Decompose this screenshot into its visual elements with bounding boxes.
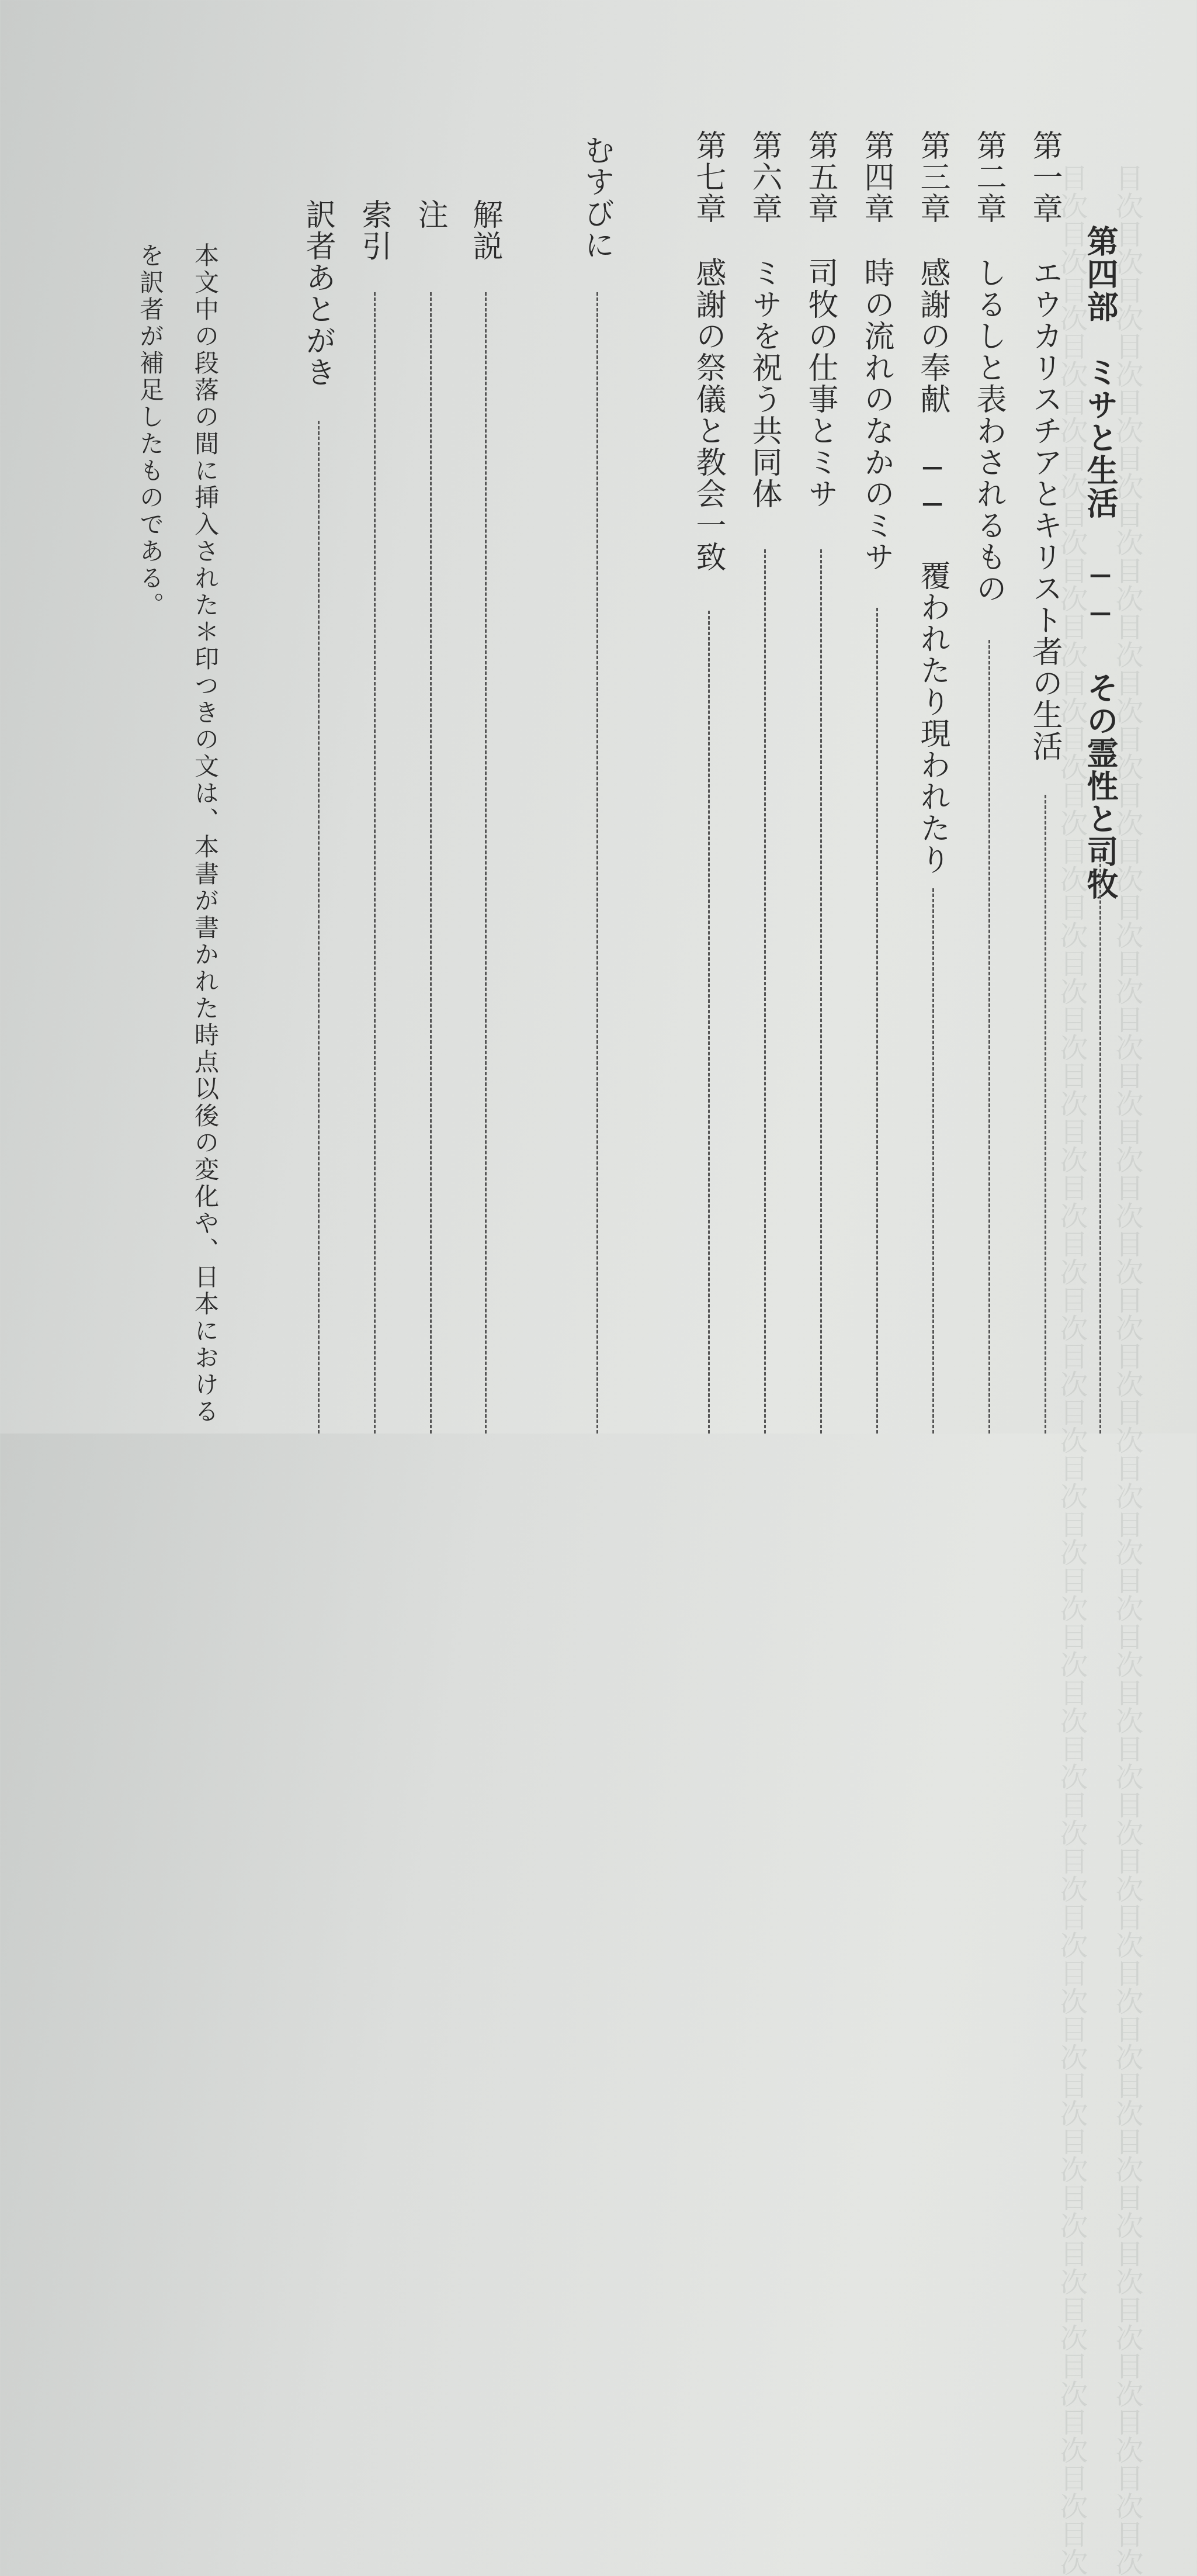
chapter-title: エウカリスチアとキリスト者の生活 <box>1027 257 1062 762</box>
toc-entry-commentary <box>467 199 502 262</box>
toc-leader-dots <box>932 888 934 1434</box>
chapter-title: 司牧の仕事とミサ <box>803 257 838 510</box>
toc-entry-chapter-5 <box>803 130 838 510</box>
toc-leader-dots <box>820 549 822 1434</box>
part-label: 第四部 <box>1082 225 1119 323</box>
footnote-line-2: を訳者が補足したものである。 <box>136 243 165 619</box>
toc-leader-dots <box>708 611 710 1434</box>
footnote-line-1: 本文中の段落の間に挿入された＊印つきの文は、本書が書かれた時点以後の変化や、日本における <box>191 243 220 1425</box>
chapter-title: 感謝の奉献 ── 覆われたり現われたり <box>915 257 950 875</box>
toc-entry-index <box>356 199 391 262</box>
chapter-label: 第七章 <box>691 130 726 224</box>
part-heading <box>1082 225 1119 901</box>
entry-title: 訳者あとがき <box>300 199 335 388</box>
toc-leader-dots <box>318 421 320 1434</box>
toc-entry-notes <box>412 199 447 230</box>
toc-entry-chapter-2 <box>973 130 1004 604</box>
bleed-through-text: 目次目次目次目次目次目次目次目次目次目次目次目次目次目次目次目次目次目次目次目次目次目次目次目次目次目次目次目次目次目次目次目次目次目次目次目次目次目次目次目次目次目次目次 <box>1111 164 1143 2576</box>
toc-entry-chapter-4 <box>859 130 894 573</box>
toc-leader-dots <box>374 292 376 1434</box>
toc-entry-chapter-1 <box>1029 130 1060 762</box>
part-title: ミサと生活 ── その霊性と司牧 <box>1082 356 1119 901</box>
chapter-label: 第六章 <box>747 130 782 224</box>
bleed-through-text: 目次目次目次目次目次目次目次目次目次目次目次目次目次目次目次目次目次目次目次目次目次目次目次目次目次目次目次目次目次目次目次目次目次目次目次目次目次目次目次目次目次目次目次 <box>1055 164 1088 2576</box>
chapter-label: 第三章 <box>915 130 950 224</box>
chapter-title: 感謝の祭儀と教会一致 <box>691 257 726 573</box>
chapter-title: 時の流れのなかのミサ <box>859 257 894 573</box>
toc-leader-dots <box>485 292 487 1434</box>
toc-leader-dots <box>876 608 878 1434</box>
chapter-title: ミサを祝う共同体 <box>747 257 782 510</box>
entry-title: 注 <box>412 199 447 230</box>
toc-leader-dots <box>430 292 432 1434</box>
chapter-label: 第二章 <box>971 130 1006 224</box>
toc-entry-chapter-3 <box>917 130 948 875</box>
chapter-label: 第五章 <box>803 130 838 224</box>
toc-entry-conclusion <box>581 134 612 261</box>
chapter-label: 第一章 <box>1027 130 1062 224</box>
toc-leader-dots <box>1045 795 1046 1434</box>
entry-title: 解説 <box>467 199 502 262</box>
toc-leader-dots <box>596 292 598 1434</box>
toc-leader-dots <box>764 549 766 1434</box>
entry-title: 索引 <box>356 199 391 262</box>
toc-leader-dots <box>1099 853 1101 1434</box>
toc-entry-chapter-6 <box>747 130 782 510</box>
entry-title: むすびに <box>579 134 614 261</box>
chapter-title: しるしと表わされるもの <box>971 257 1006 604</box>
toc-leader-dots <box>988 640 990 1434</box>
toc-entry-chapter-7 <box>691 130 726 573</box>
chapter-label: 第四章 <box>859 130 894 224</box>
toc-entry-translator-afterword <box>300 199 335 388</box>
